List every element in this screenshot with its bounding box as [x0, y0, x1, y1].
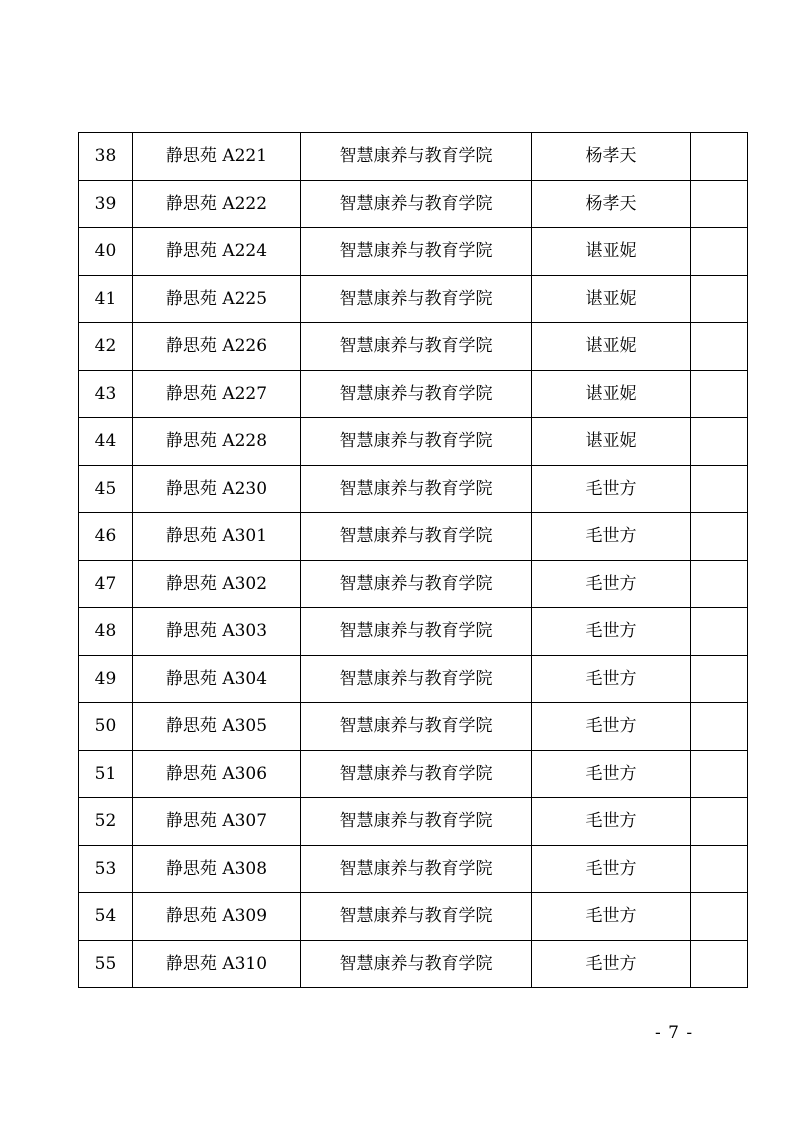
contact-person-cell: 毛世方	[532, 703, 691, 751]
table-row	[79, 133, 748, 181]
table-row	[79, 180, 748, 228]
room-cell: 静思苑 A301	[133, 513, 301, 561]
remark-cell	[691, 703, 748, 751]
college-cell: 智慧康养与教育学院	[301, 750, 532, 798]
college-cell: 智慧康养与教育学院	[301, 275, 532, 323]
table-row	[79, 608, 748, 656]
college-cell: 智慧康养与教育学院	[301, 703, 532, 751]
contact-person-cell: 毛世方	[532, 608, 691, 656]
room-cell: 静思苑 A309	[133, 893, 301, 941]
row-number-cell: 54	[79, 893, 133, 941]
college-cell: 智慧康养与教育学院	[301, 940, 532, 988]
dormitory-table	[78, 132, 748, 988]
college-cell: 智慧康养与教育学院	[301, 370, 532, 418]
remark-cell	[691, 370, 748, 418]
table-row	[79, 940, 748, 988]
college-cell: 智慧康养与教育学院	[301, 418, 532, 466]
contact-person-cell: 毛世方	[532, 655, 691, 703]
contact-person-cell: 杨孝天	[532, 180, 691, 228]
college-cell: 智慧康养与教育学院	[301, 845, 532, 893]
college-cell: 智慧康养与教育学院	[301, 655, 532, 703]
table-row	[79, 560, 748, 608]
row-number-cell: 49	[79, 655, 133, 703]
room-cell: 静思苑 A227	[133, 370, 301, 418]
room-cell: 静思苑 A230	[133, 465, 301, 513]
remark-cell	[691, 750, 748, 798]
room-cell: 静思苑 A307	[133, 798, 301, 846]
row-number-cell: 40	[79, 228, 133, 276]
remark-cell	[691, 465, 748, 513]
table-row	[79, 798, 748, 846]
table-row	[79, 750, 748, 798]
contact-person-cell: 毛世方	[532, 513, 691, 561]
table-row	[79, 845, 748, 893]
room-cell: 静思苑 A225	[133, 275, 301, 323]
college-cell: 智慧康养与教育学院	[301, 180, 532, 228]
college-cell: 智慧康养与教育学院	[301, 560, 532, 608]
remark-cell	[691, 560, 748, 608]
remark-cell	[691, 893, 748, 941]
room-cell: 静思苑 A306	[133, 750, 301, 798]
table-row	[79, 655, 748, 703]
row-number-cell: 38	[79, 133, 133, 181]
row-number-cell: 46	[79, 513, 133, 561]
room-cell: 静思苑 A302	[133, 560, 301, 608]
room-cell: 静思苑 A310	[133, 940, 301, 988]
remark-cell	[691, 133, 748, 181]
row-number-cell: 44	[79, 418, 133, 466]
row-number-cell: 41	[79, 275, 133, 323]
contact-person-cell: 毛世方	[532, 750, 691, 798]
remark-cell	[691, 845, 748, 893]
table-row	[79, 513, 748, 561]
row-number-cell: 48	[79, 608, 133, 656]
contact-person-cell: 毛世方	[532, 845, 691, 893]
row-number-cell: 43	[79, 370, 133, 418]
room-cell: 静思苑 A308	[133, 845, 301, 893]
row-number-cell: 52	[79, 798, 133, 846]
remark-cell	[691, 798, 748, 846]
row-number-cell: 55	[79, 940, 133, 988]
row-number-cell: 45	[79, 465, 133, 513]
contact-person-cell: 杨孝天	[532, 133, 691, 181]
contact-person-cell: 谌亚妮	[532, 228, 691, 276]
college-cell: 智慧康养与教育学院	[301, 228, 532, 276]
row-number-cell: 39	[79, 180, 133, 228]
contact-person-cell: 毛世方	[532, 798, 691, 846]
college-cell: 智慧康养与教育学院	[301, 133, 532, 181]
row-number-cell: 42	[79, 323, 133, 371]
room-cell: 静思苑 A226	[133, 323, 301, 371]
page-number: - 7 -	[655, 1023, 694, 1043]
room-cell: 静思苑 A228	[133, 418, 301, 466]
remark-cell	[691, 608, 748, 656]
room-cell: 静思苑 A221	[133, 133, 301, 181]
college-cell: 智慧康养与教育学院	[301, 608, 532, 656]
room-cell: 静思苑 A303	[133, 608, 301, 656]
college-cell: 智慧康养与教育学院	[301, 465, 532, 513]
college-cell: 智慧康养与教育学院	[301, 893, 532, 941]
room-cell: 静思苑 A305	[133, 703, 301, 751]
contact-person-cell: 谌亚妮	[532, 370, 691, 418]
table-row	[79, 228, 748, 276]
college-cell: 智慧康养与教育学院	[301, 798, 532, 846]
row-number-cell: 50	[79, 703, 133, 751]
remark-cell	[691, 228, 748, 276]
remark-cell	[691, 513, 748, 561]
remark-cell	[691, 655, 748, 703]
row-number-cell: 51	[79, 750, 133, 798]
table-row	[79, 370, 748, 418]
room-cell: 静思苑 A222	[133, 180, 301, 228]
table-row	[79, 418, 748, 466]
remark-cell	[691, 180, 748, 228]
contact-person-cell: 谌亚妮	[532, 275, 691, 323]
remark-cell	[691, 323, 748, 371]
contact-person-cell: 谌亚妮	[532, 323, 691, 371]
contact-person-cell: 毛世方	[532, 940, 691, 988]
row-number-cell: 47	[79, 560, 133, 608]
table-row	[79, 703, 748, 751]
row-number-cell: 53	[79, 845, 133, 893]
contact-person-cell: 谌亚妮	[532, 418, 691, 466]
contact-person-cell: 毛世方	[532, 893, 691, 941]
room-cell: 静思苑 A224	[133, 228, 301, 276]
contact-person-cell: 毛世方	[532, 465, 691, 513]
table-row	[79, 323, 748, 371]
table-row	[79, 275, 748, 323]
remark-cell	[691, 418, 748, 466]
remark-cell	[691, 940, 748, 988]
remark-cell	[691, 275, 748, 323]
contact-person-cell: 毛世方	[532, 560, 691, 608]
table-row	[79, 893, 748, 941]
table-body	[79, 133, 748, 988]
table-row	[79, 465, 748, 513]
college-cell: 智慧康养与教育学院	[301, 513, 532, 561]
college-cell: 智慧康养与教育学院	[301, 323, 532, 371]
room-cell: 静思苑 A304	[133, 655, 301, 703]
